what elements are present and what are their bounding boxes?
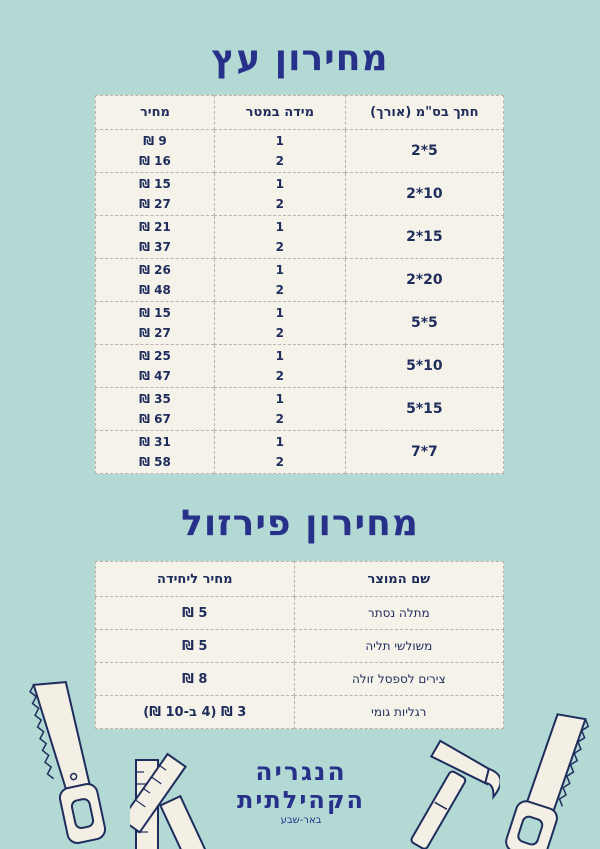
length-value: 1 xyxy=(275,306,285,320)
table-row xyxy=(96,302,504,345)
length-cell xyxy=(214,388,345,431)
product-name: צירים לספסל זולה xyxy=(294,663,503,696)
community-carpentry-logo xyxy=(236,758,366,828)
header-product: שם המוצר xyxy=(294,562,503,597)
table-row xyxy=(96,663,504,696)
price-value: 16 ₪ xyxy=(139,154,171,168)
header-unit-price: מחיר ליחידה xyxy=(96,562,295,597)
length-value: 1 xyxy=(275,263,285,277)
product-name: מתלה נסתר xyxy=(294,597,503,630)
length-value: 2 xyxy=(275,369,285,383)
hardware-price-table xyxy=(95,561,504,729)
table-row xyxy=(96,431,504,474)
length-cell xyxy=(214,130,345,173)
table-row xyxy=(96,597,504,630)
section-size: 5*15 xyxy=(345,388,503,431)
section-size: 5*5 xyxy=(345,302,503,345)
section-size: 2*15 xyxy=(345,216,503,259)
header-price: מחיר xyxy=(96,96,215,130)
price-value: 27 ₪ xyxy=(139,197,171,211)
length-cell xyxy=(214,431,345,474)
unit-price: 5 ₪ xyxy=(96,630,295,663)
saw-icon xyxy=(485,708,595,849)
price-value: 15 ₪ xyxy=(139,306,171,320)
product-name: רגליות גומי xyxy=(294,696,503,729)
unit-price: 5 ₪ xyxy=(96,597,295,630)
table-row xyxy=(96,216,504,259)
length-value: 1 xyxy=(275,220,285,234)
price-value: 37 ₪ xyxy=(139,240,171,254)
price-cell xyxy=(96,388,215,431)
length-value: 2 xyxy=(275,455,285,469)
price-value: 9 ₪ xyxy=(143,134,167,148)
header-section: חתך בס"מ (אורך) xyxy=(345,96,503,130)
hardware-price-title: מחירון פירזול xyxy=(181,503,419,544)
table-row xyxy=(96,130,504,173)
length-cell xyxy=(214,259,345,302)
logo-line1: הנגריה xyxy=(255,757,347,786)
table-row xyxy=(96,696,504,729)
price-value: 27 ₪ xyxy=(139,326,171,340)
table-row xyxy=(96,259,504,302)
length-value: 1 xyxy=(275,349,285,363)
section-size: 5*10 xyxy=(345,345,503,388)
wood-price-title: מחירון עץ xyxy=(211,38,389,79)
wood-price-table xyxy=(95,95,504,474)
length-value: 2 xyxy=(275,283,285,297)
price-value: 15 ₪ xyxy=(139,177,171,191)
price-cell xyxy=(96,259,215,302)
section-size: 2*5 xyxy=(345,130,503,173)
table-row xyxy=(96,630,504,663)
price-value: 35 ₪ xyxy=(139,392,171,406)
length-value: 2 xyxy=(275,326,285,340)
price-cell xyxy=(96,431,215,474)
price-value: 58 ₪ xyxy=(139,455,171,469)
length-value: 2 xyxy=(275,154,285,168)
unit-price: 8 ₪ xyxy=(96,663,295,696)
length-cell xyxy=(214,216,345,259)
length-value: 1 xyxy=(275,134,285,148)
length-value: 1 xyxy=(275,392,285,406)
price-value: 26 ₪ xyxy=(139,263,171,277)
price-cell xyxy=(96,173,215,216)
length-value: 1 xyxy=(275,435,285,449)
length-value: 1 xyxy=(275,177,285,191)
section-size: 2*10 xyxy=(345,173,503,216)
ruler-icon xyxy=(130,748,230,849)
table-row xyxy=(96,388,504,431)
price-value: 21 ₪ xyxy=(139,220,171,234)
logo-city: באר-שבע xyxy=(280,815,322,826)
section-size: 7*7 xyxy=(345,431,503,474)
header-length: מידה במטר xyxy=(214,96,345,130)
length-cell xyxy=(214,345,345,388)
price-cell xyxy=(96,345,215,388)
price-value: 47 ₪ xyxy=(139,369,171,383)
table-row xyxy=(96,173,504,216)
length-cell xyxy=(214,302,345,345)
logo-line2: הקהילתית xyxy=(236,786,366,814)
product-name: משולשי תליה xyxy=(294,630,503,663)
table-header-row xyxy=(96,562,504,597)
section-size: 2*20 xyxy=(345,259,503,302)
table-row xyxy=(96,345,504,388)
price-value: 48 ₪ xyxy=(139,283,171,297)
price-value: 25 ₪ xyxy=(139,349,171,363)
table-header-row xyxy=(96,96,504,130)
length-value: 2 xyxy=(275,240,285,254)
unit-price: 3 ₪ (4 ב-10 ₪) xyxy=(96,696,295,729)
price-cell xyxy=(96,130,215,173)
length-value: 2 xyxy=(275,197,285,211)
length-cell xyxy=(214,173,345,216)
price-cell xyxy=(96,216,215,259)
price-value: 31 ₪ xyxy=(139,435,171,449)
price-value: 67 ₪ xyxy=(139,412,171,426)
price-cell xyxy=(96,302,215,345)
saw-icon xyxy=(20,670,110,849)
length-value: 2 xyxy=(275,412,285,426)
